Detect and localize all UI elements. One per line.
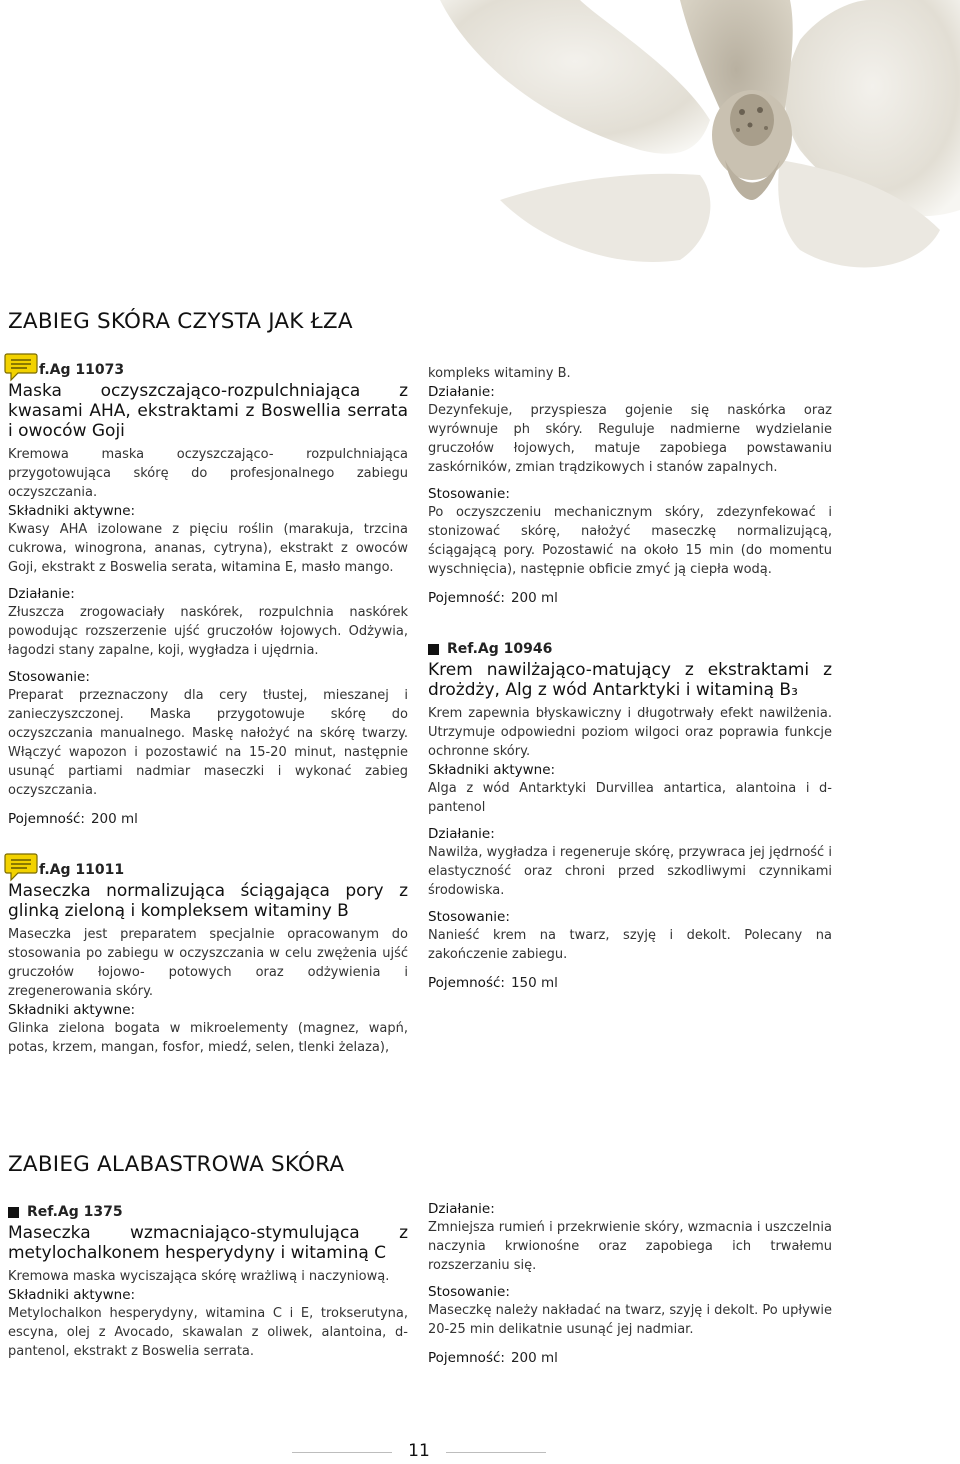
- usage-label: Stosowanie:: [428, 486, 510, 502]
- ingredients-text: Kwasy AHA izolowane z pięciu roślin (marakuja, trzcina cukrowa, winogrona, ananas, cytryna), ekstrakt z owoców Goji, ekstrakt z Boswelia serata, witamina E, masło mango.: [8, 522, 408, 575]
- capacity-label: Pojemność:: [428, 1350, 505, 1366]
- right-column-2: [428, 1200, 832, 1367]
- capacity-value: 200 ml: [90, 811, 138, 827]
- comment-note-icon[interactable]: [4, 852, 38, 882]
- capacity: [428, 1349, 832, 1367]
- action-text: Zmniejsza rumień i przekrwienie skóry, wzmacnia i uszczelnia naczynia krwionośne oraz zapobiega ich trwałemu rozszerzaniu się.: [428, 1220, 832, 1273]
- left-column-2: [8, 1204, 408, 1369]
- ingredients-label: Składniki aktywne:: [8, 1287, 136, 1303]
- capacity-label: Pojemność:: [428, 590, 505, 606]
- product-title: Krem nawilżająco-matujący z ekstraktami z drożdży, Alg z wód Antarktyki i witaminą B₃: [428, 660, 832, 700]
- product-title: Maseczka wzmacniająco-stymulująca z metylochalkonem hesperydyny i witaminą C: [8, 1223, 408, 1263]
- ingredients-text: Glinka zielona bogata w mikroelementy (magnez, wapń, potas, krzem, mangan, fosfor, miedź, selen, tlenki żelaza),: [8, 1021, 408, 1055]
- product-ref: [428, 641, 832, 658]
- action-label: Działanie:: [428, 826, 495, 842]
- product-ref: [8, 862, 408, 879]
- product-ref: [8, 1204, 408, 1221]
- product-title: Maseczka normalizująca ściągająca pory z glinką zieloną i kompleksem witaminy B: [8, 881, 408, 921]
- left-column: [8, 362, 408, 1065]
- action-text: Nawilża, wygładza i regeneruje skórę, przywraca jej jędrność i elastyczność oraz chroni przed szkodliwymi czynnikami środowiska.: [428, 845, 832, 898]
- usage-text: Po oczyszczeniu mechanicznym skóry, zdezynfekować i stonizować skórę, nałożyć maseczkę normalizującą, ściągającą pory. Pozostawić na około 15 min (do momentu wyschnięcia), następnie obficie zmyć ją ciepła wodą.: [428, 505, 832, 577]
- product-title: Maska oczyszczająco-rozpulchniająca z kwasami AHA, ekstraktami z Boswellia serrata i owoców Goji: [8, 381, 408, 441]
- ingredients-label: Składniki aktywne:: [8, 503, 136, 519]
- bullet-square-icon: [8, 1207, 19, 1218]
- page-number: 11: [408, 1441, 430, 1461]
- capacity-value: 200 ml: [510, 590, 558, 606]
- usage-label: Stosowanie:: [8, 669, 90, 685]
- ingredients-text-continued: kompleks witaminy B.: [428, 366, 571, 381]
- footer-divider-left: [292, 1452, 392, 1453]
- action-text: Złuszcza zrogowaciały naskórek, rozpulchnia naskórek powodując rozszerzenie ujść gruczołów łojowych. Odżywia, łagodzi stany zapalne, koji, wygładza i ujędrnia.: [8, 605, 408, 658]
- section-title: ZABIEG ALABASTROWA SKÓRA: [8, 1152, 345, 1177]
- ref-code: f.Ag 11011: [39, 862, 125, 878]
- action-label: Działanie:: [428, 1201, 495, 1217]
- action-text: Dezynfekuje, przyspiesza gojenie się naskórka oraz wyrównuje ph skóry. Reguluje nadmierne wydzielanie gruczołów łojowych, matuje zapobiega powstawaniu zaskórników, zmian trądzikowych i stanów zapalnych.: [428, 403, 832, 475]
- ingredients-text: Alga z wód Antarktyki Durvillea antartica, alantoina i d-pantenol: [428, 781, 832, 815]
- right-column: [428, 364, 832, 992]
- product-intro: Maseczka jest preparatem specjalnie opracowanym do stosowania po zabiegu w oczyszczania w celu zwężenia ujść gruczołów łojowo- potowych oraz odżywienia i zregenerowania skóry.: [8, 927, 408, 999]
- product-ref-1375-continued: [428, 1200, 832, 1367]
- ref-code: Ref.Ag 10946: [447, 641, 553, 657]
- action-label: Działanie:: [8, 586, 75, 602]
- usage-text: Preparat przeznaczony dla cery tłustej, mieszanej i zanieczyszczonej. Maska przygotowuje skórę do oczyszczania manualnego. Maskę nałożyć na skórę twarzy. Włączyć wapozon i pozostawić na 15-20 minut, następnie usunąć partiami nadmiar maseczki i wykonać zabieg oczyszczania.: [8, 688, 408, 798]
- product-intro: Kremowa maska oczyszczająco- rozpulchniająca przygotowująca skórę do profesjonalnego zabiegu oczyszczania.: [8, 447, 408, 500]
- bullet-square-icon: [428, 644, 439, 655]
- usage-text: Maseczkę należy nakładać na twarz, szyję i dekolt. Po upływie 20-25 min delikatnie usunąć jej nadmiar.: [428, 1303, 833, 1337]
- usage-text: Nanieść krem na twarz, szyję i dekolt. Polecany na zakończenie zabiegu.: [428, 928, 832, 962]
- product-intro: Kremowa maska wyciszająca skórę wrażliwą i naczyniową.: [8, 1269, 390, 1284]
- capacity-value: 150 ml: [510, 975, 558, 991]
- section-title: ZABIEG SKÓRA CZYSTA JAK ŁZA: [8, 309, 353, 334]
- capacity-value: 200 ml: [510, 1350, 558, 1366]
- ingredients-label: Składniki aktywne:: [428, 762, 556, 778]
- orchid-flower-image: [380, 0, 960, 300]
- capacity: [428, 589, 832, 607]
- comment-note-icon[interactable]: [4, 352, 38, 382]
- product-ref-11073: [8, 362, 408, 828]
- footer-divider-right: [446, 1452, 546, 1453]
- product-ref-11011-continued: [428, 364, 832, 607]
- product-ref-1375: [8, 1204, 408, 1361]
- ingredients-text: Metylochalkon hesperydyny, witamina C i E, trokserutyna, escyna, olej z Avocado, skawalan z oliwek, alantoina, d-pantenol, ekstrakt z Boswelia serrata.: [8, 1306, 408, 1359]
- usage-label: Stosowanie:: [428, 1284, 510, 1300]
- product-intro: Krem zapewnia błyskawiczny i długotrwały efekt nawilżenia. Utrzymuje odpowiedni poziom wilgoci oraz poprawia funkcje ochronne skóry.: [428, 706, 832, 759]
- ref-code: Ref.Ag 1375: [27, 1204, 123, 1220]
- usage-label: Stosowanie:: [428, 909, 510, 925]
- capacity: [8, 810, 408, 828]
- action-label: Działanie:: [428, 384, 495, 400]
- capacity-label: Pojemność:: [8, 811, 85, 827]
- product-ref: [8, 362, 408, 379]
- product-ref-11011: [8, 862, 408, 1057]
- capacity: [428, 974, 832, 992]
- product-ref-10946: [428, 641, 832, 992]
- ref-code: f.Ag 11073: [39, 362, 125, 378]
- capacity-label: Pojemność:: [428, 975, 505, 991]
- ingredients-label: Składniki aktywne:: [8, 1002, 136, 1018]
